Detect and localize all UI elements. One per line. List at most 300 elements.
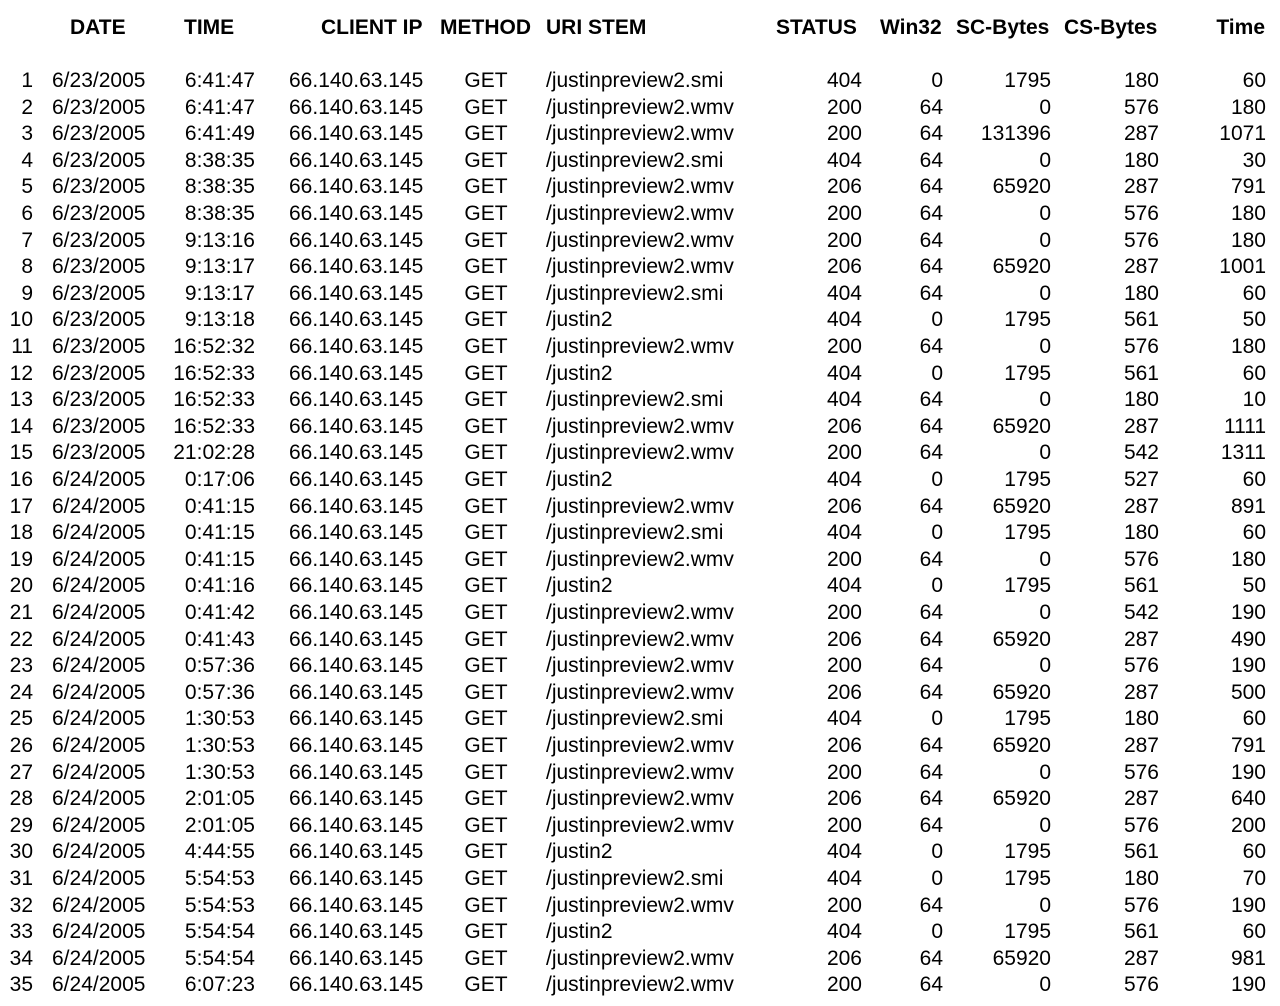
cell-win32: 64 xyxy=(919,148,943,172)
cell-uri-stem: /justinpreview2.wmv xyxy=(546,813,734,837)
cell-date: 6/24/2005 xyxy=(52,867,146,890)
cell-status: 206 xyxy=(826,494,862,518)
cell-time-taken: 70 xyxy=(1242,867,1266,890)
cell-row-index: 7 xyxy=(21,228,33,252)
cell-uri-stem: /justinpreview2.smi xyxy=(546,148,724,172)
cell-method: GET xyxy=(464,574,508,598)
cell-status: 404 xyxy=(826,388,862,412)
cell-row-index: 24 xyxy=(9,680,33,704)
cell-status: 200 xyxy=(826,335,862,358)
cell-method: GET xyxy=(464,95,508,119)
cell-win32: 0 xyxy=(931,468,943,491)
cell-sc-bytes: 1795 xyxy=(1004,867,1051,890)
cell-status: 404 xyxy=(826,69,862,92)
cell-status: 404 xyxy=(826,920,862,944)
cell-time-taken: 30 xyxy=(1242,148,1266,172)
cell-client-ip: 66.140.63.145 xyxy=(289,654,424,678)
cell-date: 6/23/2005 xyxy=(52,202,146,225)
cell-time: 5:54:53 xyxy=(184,893,255,917)
cell-sc-bytes: 0 xyxy=(1039,388,1051,412)
cell-cs-bytes: 576 xyxy=(1123,973,1159,997)
cell-method: GET xyxy=(464,627,508,651)
cell-client-ip: 66.140.63.145 xyxy=(289,255,424,279)
cell-sc-bytes: 65920 xyxy=(992,255,1051,279)
cell-status: 404 xyxy=(826,281,862,305)
cell-date: 6/23/2005 xyxy=(52,281,146,305)
cell-status: 404 xyxy=(826,308,862,332)
cell-uri-stem: /justinpreview2.wmv xyxy=(546,494,734,518)
cell-sc-bytes: 0 xyxy=(1039,654,1051,678)
cell-sc-bytes: 65920 xyxy=(992,787,1051,811)
cell-win32: 64 xyxy=(919,175,943,199)
cell-method: GET xyxy=(464,468,508,491)
cell-status: 404 xyxy=(826,148,862,172)
cell-cs-bytes: 180 xyxy=(1123,388,1159,412)
cell-sc-bytes: 1795 xyxy=(1004,574,1051,598)
cell-time-taken: 190 xyxy=(1230,973,1266,997)
cell-row-index: 17 xyxy=(9,494,33,518)
cell-time: 0:41:42 xyxy=(184,601,255,624)
cell-client-ip: 66.140.63.145 xyxy=(289,893,424,917)
cell-time-taken: 180 xyxy=(1230,228,1266,252)
cell-win32: 0 xyxy=(931,521,943,545)
cell-sc-bytes: 0 xyxy=(1039,760,1051,784)
cell-uri-stem: /justin2 xyxy=(546,361,613,385)
cell-method: GET xyxy=(464,760,508,784)
cell-row-index: 26 xyxy=(9,734,33,757)
cell-sc-bytes: 0 xyxy=(1039,95,1051,119)
cell-sc-bytes: 65920 xyxy=(992,946,1051,970)
cell-time-taken: 180 xyxy=(1230,95,1266,119)
cell-client-ip: 66.140.63.145 xyxy=(289,281,424,305)
header-sc-bytes: SC-Bytes xyxy=(956,16,1050,39)
cell-client-ip: 66.140.63.145 xyxy=(289,228,424,252)
cell-cs-bytes: 287 xyxy=(1123,734,1159,757)
cell-uri-stem: /justinpreview2.wmv xyxy=(546,202,734,225)
cell-row-index: 8 xyxy=(21,255,33,279)
cell-sc-bytes: 65920 xyxy=(992,627,1051,651)
cell-sc-bytes: 65920 xyxy=(992,680,1051,704)
cell-win32: 64 xyxy=(919,734,943,757)
cell-cs-bytes: 287 xyxy=(1123,175,1159,199)
cell-cs-bytes: 542 xyxy=(1123,601,1159,624)
cell-sc-bytes: 1795 xyxy=(1004,468,1051,491)
cell-win32: 64 xyxy=(919,202,943,225)
cell-status: 200 xyxy=(826,973,862,997)
cell-uri-stem: /justinpreview2.wmv xyxy=(546,175,734,199)
cell-win32: 64 xyxy=(919,946,943,970)
cell-row-index: 15 xyxy=(9,441,33,465)
cell-cs-bytes: 576 xyxy=(1123,202,1159,225)
cell-cs-bytes: 287 xyxy=(1123,494,1159,518)
cell-uri-stem: /justinpreview2.smi xyxy=(546,521,724,545)
cell-uri-stem: /justinpreview2.wmv xyxy=(546,787,734,811)
cell-time: 0:41:15 xyxy=(184,494,255,518)
cell-method: GET xyxy=(464,148,508,172)
cell-cs-bytes: 180 xyxy=(1123,707,1159,731)
cell-time: 0:41:43 xyxy=(184,627,255,651)
cell-client-ip: 66.140.63.145 xyxy=(289,468,424,491)
cell-method: GET xyxy=(464,547,508,571)
cell-row-index: 29 xyxy=(9,813,33,837)
cell-win32: 64 xyxy=(919,414,943,438)
cell-row-index: 2 xyxy=(21,95,33,119)
cell-row-index: 3 xyxy=(21,122,33,146)
cell-time: 0:41:15 xyxy=(184,521,255,545)
cell-client-ip: 66.140.63.145 xyxy=(289,867,424,890)
cell-status: 404 xyxy=(826,361,862,385)
cell-uri-stem: /justinpreview2.wmv xyxy=(546,414,734,438)
cell-time-taken: 60 xyxy=(1242,361,1266,385)
cell-row-index: 32 xyxy=(9,893,33,917)
cell-cs-bytes: 576 xyxy=(1123,335,1159,358)
cell-time-taken: 180 xyxy=(1230,335,1266,358)
cell-win32: 64 xyxy=(919,494,943,518)
cell-cs-bytes: 180 xyxy=(1123,148,1159,172)
cell-client-ip: 66.140.63.145 xyxy=(289,787,424,811)
cell-uri-stem: /justinpreview2.smi xyxy=(546,867,724,890)
cell-time: 16:52:33 xyxy=(173,388,255,412)
cell-status: 200 xyxy=(826,893,862,917)
cell-win32: 0 xyxy=(931,361,943,385)
cell-method: GET xyxy=(464,361,508,385)
cell-row-index: 30 xyxy=(9,840,33,864)
cell-sc-bytes: 0 xyxy=(1039,601,1051,624)
cell-method: GET xyxy=(464,255,508,279)
cell-client-ip: 66.140.63.145 xyxy=(289,494,424,518)
header-time: TIME xyxy=(184,16,235,39)
cell-cs-bytes: 287 xyxy=(1123,122,1159,146)
cell-win32: 64 xyxy=(919,601,943,624)
cell-uri-stem: /justinpreview2.wmv xyxy=(546,946,734,970)
cell-status: 206 xyxy=(826,175,862,199)
cell-time-taken: 60 xyxy=(1242,69,1266,92)
cell-win32: 64 xyxy=(919,335,943,358)
cell-cs-bytes: 561 xyxy=(1123,308,1159,332)
cell-win32: 0 xyxy=(931,920,943,944)
cell-sc-bytes: 0 xyxy=(1039,441,1051,465)
cell-client-ip: 66.140.63.145 xyxy=(289,946,424,970)
cell-time-taken: 640 xyxy=(1230,787,1266,811)
cell-cs-bytes: 576 xyxy=(1123,228,1159,252)
cell-row-index: 6 xyxy=(21,202,33,225)
cell-win32: 0 xyxy=(931,308,943,332)
cell-win32: 64 xyxy=(919,680,943,704)
header-uri-stem: URI STEM xyxy=(546,16,647,39)
cell-win32: 64 xyxy=(919,654,943,678)
cell-time: 0:57:36 xyxy=(184,680,255,704)
cell-date: 6/23/2005 xyxy=(52,388,146,412)
cell-date: 6/24/2005 xyxy=(52,547,146,571)
cell-time: 5:54:54 xyxy=(184,920,255,944)
cell-date: 6/24/2005 xyxy=(52,494,146,518)
cell-sc-bytes: 0 xyxy=(1039,281,1051,305)
cell-time-taken: 200 xyxy=(1230,813,1266,837)
cell-client-ip: 66.140.63.145 xyxy=(289,734,424,757)
cell-date: 6/24/2005 xyxy=(52,813,146,837)
cell-time: 6:41:49 xyxy=(184,122,255,146)
cell-time-taken: 500 xyxy=(1230,680,1266,704)
cell-date: 6/23/2005 xyxy=(52,122,146,146)
header-cs-bytes: CS-Bytes xyxy=(1064,16,1158,39)
cell-time-taken: 190 xyxy=(1230,654,1266,678)
cell-uri-stem: /justinpreview2.wmv xyxy=(546,95,734,119)
cell-sc-bytes: 131396 xyxy=(980,122,1051,146)
cell-client-ip: 66.140.63.145 xyxy=(289,813,424,837)
cell-client-ip: 66.140.63.145 xyxy=(289,574,424,598)
cell-date: 6/24/2005 xyxy=(52,627,146,651)
cell-status: 200 xyxy=(826,95,862,119)
cell-client-ip: 66.140.63.145 xyxy=(289,840,424,864)
cell-sc-bytes: 0 xyxy=(1039,202,1051,225)
cell-cs-bytes: 561 xyxy=(1123,574,1159,598)
cell-method: GET xyxy=(464,281,508,305)
cell-cs-bytes: 287 xyxy=(1123,414,1159,438)
cell-time: 0:41:15 xyxy=(184,547,255,571)
cell-method: GET xyxy=(464,813,508,837)
cell-date: 6/24/2005 xyxy=(52,920,146,944)
cell-date: 6/24/2005 xyxy=(52,601,146,624)
cell-client-ip: 66.140.63.145 xyxy=(289,441,424,465)
cell-date: 6/24/2005 xyxy=(52,574,146,598)
cell-win32: 64 xyxy=(919,787,943,811)
cell-method: GET xyxy=(464,414,508,438)
cell-date: 6/24/2005 xyxy=(52,893,146,917)
cell-time: 8:38:35 xyxy=(184,148,255,172)
cell-status: 200 xyxy=(826,228,862,252)
cell-row-index: 4 xyxy=(21,148,33,172)
cell-client-ip: 66.140.63.145 xyxy=(289,973,424,997)
cell-time-taken: 50 xyxy=(1242,574,1266,598)
cell-uri-stem: /justinpreview2.wmv xyxy=(546,547,734,571)
cell-row-index: 34 xyxy=(9,946,33,970)
cell-win32: 64 xyxy=(919,95,943,119)
cell-method: GET xyxy=(464,69,508,92)
cell-win32: 64 xyxy=(919,627,943,651)
cell-date: 6/23/2005 xyxy=(52,148,146,172)
cell-method: GET xyxy=(464,228,508,252)
cell-row-index: 18 xyxy=(9,521,33,545)
cell-method: GET xyxy=(464,787,508,811)
cell-method: GET xyxy=(464,202,508,225)
cell-sc-bytes: 1795 xyxy=(1004,840,1051,864)
cell-cs-bytes: 576 xyxy=(1123,95,1159,119)
cell-time-taken: 791 xyxy=(1230,175,1266,199)
cell-row-index: 31 xyxy=(9,867,33,890)
cell-win32: 64 xyxy=(919,893,943,917)
cell-method: GET xyxy=(464,335,508,358)
cell-status: 404 xyxy=(826,707,862,731)
cell-time: 5:54:53 xyxy=(184,867,255,890)
cell-time-taken: 190 xyxy=(1230,893,1266,917)
cell-time: 16:52:33 xyxy=(173,414,255,438)
cell-time-taken: 60 xyxy=(1242,840,1266,864)
cell-method: GET xyxy=(464,654,508,678)
cell-date: 6/24/2005 xyxy=(52,521,146,545)
cell-client-ip: 66.140.63.145 xyxy=(289,920,424,944)
cell-date: 6/23/2005 xyxy=(52,95,146,119)
cell-cs-bytes: 180 xyxy=(1123,867,1159,890)
cell-client-ip: 66.140.63.145 xyxy=(289,308,424,332)
cell-method: GET xyxy=(464,521,508,545)
cell-row-index: 19 xyxy=(9,547,33,571)
cell-time-taken: 1001 xyxy=(1219,255,1266,279)
cell-row-index: 13 xyxy=(9,388,33,412)
cell-sc-bytes: 65920 xyxy=(992,494,1051,518)
cell-client-ip: 66.140.63.145 xyxy=(289,601,424,624)
cell-cs-bytes: 287 xyxy=(1123,627,1159,651)
cell-uri-stem: /justin2 xyxy=(546,308,613,332)
cell-date: 6/24/2005 xyxy=(52,707,146,731)
cell-status: 404 xyxy=(826,574,862,598)
cell-row-index: 10 xyxy=(9,308,33,332)
cell-row-index: 23 xyxy=(9,654,33,678)
cell-row-index: 11 xyxy=(11,335,33,358)
cell-uri-stem: /justinpreview2.wmv xyxy=(546,680,734,704)
cell-row-index: 28 xyxy=(9,787,33,811)
cell-time-taken: 10 xyxy=(1242,388,1266,412)
cell-status: 200 xyxy=(826,654,862,678)
cell-win32: 64 xyxy=(919,281,943,305)
cell-win32: 0 xyxy=(931,707,943,731)
cell-status: 404 xyxy=(826,867,862,890)
cell-date: 6/24/2005 xyxy=(52,946,146,970)
cell-date: 6/23/2005 xyxy=(52,308,146,332)
cell-client-ip: 66.140.63.145 xyxy=(289,521,424,545)
cell-date: 6/23/2005 xyxy=(52,255,146,279)
cell-method: GET xyxy=(464,680,508,704)
cell-time-taken: 1311 xyxy=(1220,441,1266,465)
header-time-taken: Time xyxy=(1216,16,1265,39)
cell-row-index: 20 xyxy=(9,574,33,598)
cell-date: 6/24/2005 xyxy=(52,787,146,811)
cell-time-taken: 180 xyxy=(1230,547,1266,571)
cell-sc-bytes: 0 xyxy=(1039,228,1051,252)
cell-status: 404 xyxy=(826,521,862,545)
cell-row-index: 27 xyxy=(9,760,33,784)
cell-method: GET xyxy=(464,973,508,997)
cell-uri-stem: /justinpreview2.wmv xyxy=(546,760,734,784)
cell-status: 200 xyxy=(826,122,862,146)
cell-time: 0:57:36 xyxy=(184,654,255,678)
cell-uri-stem: /justinpreview2.wmv xyxy=(546,255,734,279)
cell-win32: 64 xyxy=(919,388,943,412)
cell-status: 206 xyxy=(826,414,862,438)
cell-uri-stem: /justinpreview2.wmv xyxy=(546,228,734,252)
cell-sc-bytes: 65920 xyxy=(992,414,1051,438)
cell-client-ip: 66.140.63.145 xyxy=(289,627,424,651)
cell-time-taken: 791 xyxy=(1230,734,1266,757)
cell-uri-stem: /justinpreview2.wmv xyxy=(546,441,734,465)
cell-uri-stem: /justinpreview2.wmv xyxy=(546,893,734,917)
cell-win32: 64 xyxy=(919,441,943,465)
cell-sc-bytes: 65920 xyxy=(992,734,1051,757)
cell-method: GET xyxy=(464,494,508,518)
cell-status: 200 xyxy=(826,813,862,837)
cell-time-taken: 50 xyxy=(1242,308,1266,332)
cell-win32: 64 xyxy=(919,760,943,784)
cell-time-taken: 891 xyxy=(1230,494,1266,518)
cell-method: GET xyxy=(464,601,508,624)
header-client-ip: CLIENT IP xyxy=(321,16,423,39)
cell-time: 4:44:55 xyxy=(184,840,255,864)
cell-sc-bytes: 1795 xyxy=(1004,361,1051,385)
cell-row-index: 35 xyxy=(9,973,33,997)
cell-time: 1:30:53 xyxy=(184,734,255,757)
cell-client-ip: 66.140.63.145 xyxy=(289,547,424,571)
cell-uri-stem: /justinpreview2.wmv xyxy=(546,734,734,757)
cell-cs-bytes: 527 xyxy=(1123,468,1159,491)
cell-win32: 64 xyxy=(919,228,943,252)
cell-time: 6:41:47 xyxy=(184,95,255,119)
cell-time-taken: 60 xyxy=(1242,707,1266,731)
cell-cs-bytes: 576 xyxy=(1123,654,1159,678)
cell-cs-bytes: 287 xyxy=(1123,787,1159,811)
cell-status: 200 xyxy=(826,202,862,225)
cell-win32: 0 xyxy=(931,840,943,864)
cell-date: 6/24/2005 xyxy=(52,468,146,491)
cell-client-ip: 66.140.63.145 xyxy=(289,388,424,412)
cell-time: 5:54:54 xyxy=(184,946,255,970)
cell-cs-bytes: 542 xyxy=(1123,441,1159,465)
cell-uri-stem: /justinpreview2.wmv xyxy=(546,973,734,997)
cell-win32: 0 xyxy=(931,574,943,598)
cell-client-ip: 66.140.63.145 xyxy=(289,148,424,172)
cell-uri-stem: /justinpreview2.smi xyxy=(546,281,724,305)
cell-client-ip: 66.140.63.145 xyxy=(289,361,424,385)
cell-client-ip: 66.140.63.145 xyxy=(289,202,424,225)
cell-time-taken: 1071 xyxy=(1219,122,1266,146)
cell-client-ip: 66.140.63.145 xyxy=(289,95,424,119)
cell-method: GET xyxy=(464,946,508,970)
cell-cs-bytes: 180 xyxy=(1123,281,1159,305)
cell-sc-bytes: 0 xyxy=(1039,148,1051,172)
cell-client-ip: 66.140.63.145 xyxy=(289,122,424,146)
cell-uri-stem: /justinpreview2.wmv xyxy=(546,335,734,358)
cell-uri-stem: /justinpreview2.smi xyxy=(546,388,724,412)
cell-date: 6/23/2005 xyxy=(52,69,146,92)
cell-time-taken: 180 xyxy=(1230,202,1266,225)
cell-time: 9:13:17 xyxy=(184,281,255,305)
cell-method: GET xyxy=(464,441,508,465)
cell-sc-bytes: 1795 xyxy=(1004,521,1051,545)
cell-row-index: 9 xyxy=(21,281,33,305)
cell-row-index: 21 xyxy=(9,601,33,624)
cell-time-taken: 60 xyxy=(1242,281,1266,305)
cell-time: 1:30:53 xyxy=(184,760,255,784)
cell-row-index: 25 xyxy=(9,707,33,731)
cell-time: 8:38:35 xyxy=(184,202,255,225)
cell-date: 6/23/2005 xyxy=(52,228,146,252)
cell-status: 200 xyxy=(826,760,862,784)
cell-uri-stem: /justinpreview2.smi xyxy=(546,707,724,731)
header-win32: Win32 xyxy=(880,16,942,39)
cell-date: 6/24/2005 xyxy=(52,654,146,678)
cell-status: 404 xyxy=(826,840,862,864)
cell-sc-bytes: 0 xyxy=(1039,813,1051,837)
cell-date: 6/23/2005 xyxy=(52,335,146,358)
cell-time: 9:13:16 xyxy=(184,228,255,252)
cell-date: 6/23/2005 xyxy=(52,441,146,465)
cell-date: 6/24/2005 xyxy=(52,973,146,997)
cell-date: 6/24/2005 xyxy=(52,760,146,784)
cell-time-taken: 1111 xyxy=(1223,414,1266,438)
cell-win32: 0 xyxy=(931,867,943,890)
cell-uri-stem: /justinpreview2.smi xyxy=(546,69,724,92)
cell-method: GET xyxy=(464,734,508,757)
cell-win32: 64 xyxy=(919,122,943,146)
cell-uri-stem: /justinpreview2.wmv xyxy=(546,601,734,624)
